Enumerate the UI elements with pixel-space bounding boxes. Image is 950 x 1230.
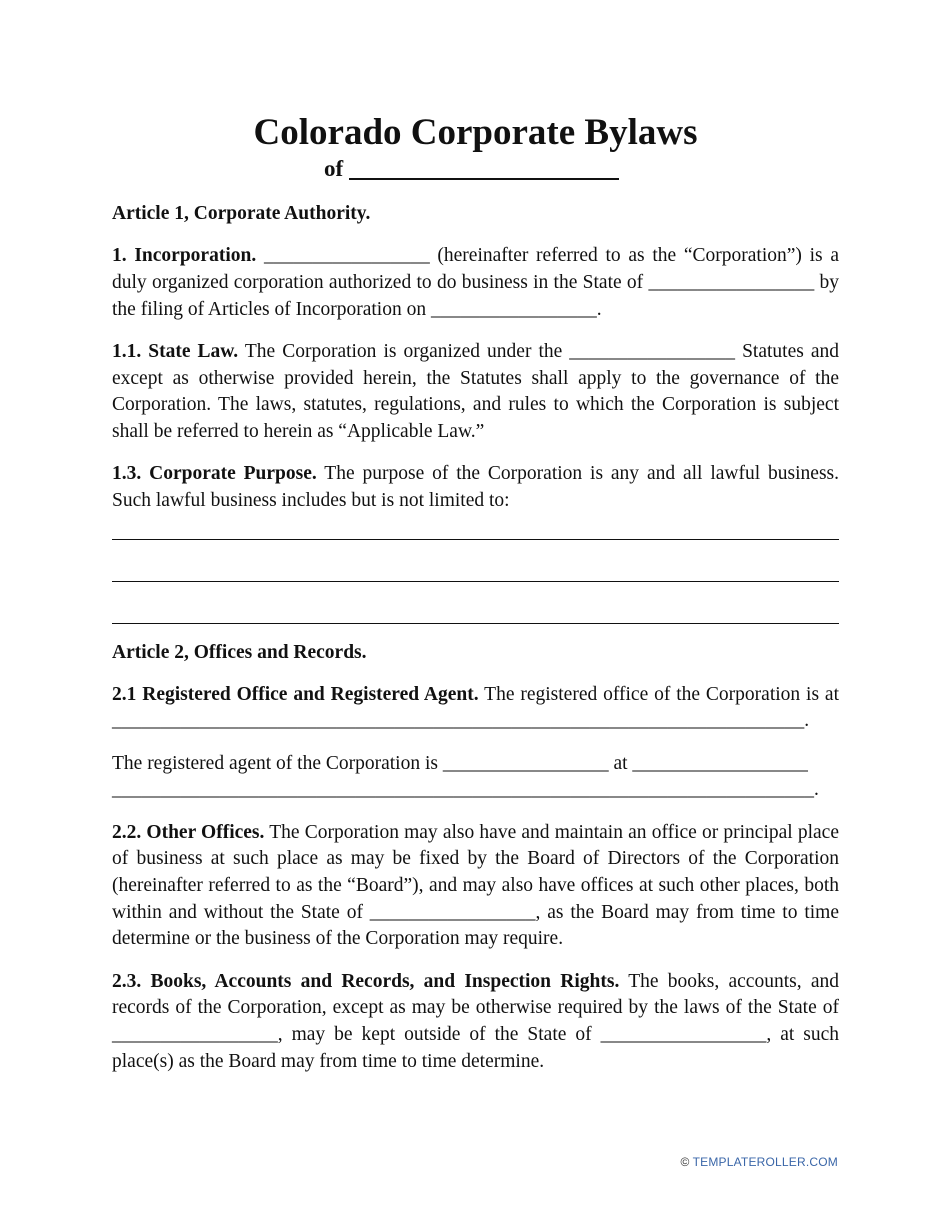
section-1-3-text: The purpose of the Corporation is any and all lawful business. Such lawful business includes but is not limited to: (112, 463, 839, 511)
document-body (112, 201, 839, 1091)
article-1-heading: Article 1, Corporate Authority. (112, 203, 371, 224)
section-1-incorporation (112, 243, 839, 323)
purpose-blank-lines (112, 515, 839, 640)
section-2-3-books-records (112, 969, 839, 1076)
purpose-blank-line (112, 539, 839, 540)
section-1-label: 1. Incorporation. (112, 245, 257, 267)
purpose-blank-line (112, 623, 839, 624)
article-2-heading: Article 2, Offices and Records. (112, 641, 367, 663)
section-2-1-text: The registered office of the Corporation is at _______________________________________________________________________. (112, 683, 839, 732)
section-1-3-label: 1.3. Corporate Purpose. (112, 463, 317, 485)
document-title: Colorado Corporate Bylaws (253, 112, 698, 153)
copyright-symbol: © (680, 1155, 690, 1169)
footer-credit[interactable] (681, 1155, 838, 1169)
section-2-2-other-offices (112, 820, 839, 954)
section-2-1-registered-office (112, 682, 839, 735)
document-subtitle (324, 154, 619, 184)
subtitle-prefix: of (324, 156, 344, 181)
section-1-1-text: The Corporation is organized under the _________________ Statutes and except as otherwise provided herein, the Statutes shall apply to the governance of the Corporation. The laws, statutes, regulations, and rules to which the Corporation is subject shall be referred to herein as “Applicable Law.” (112, 340, 840, 442)
purpose-blank-line (112, 581, 839, 582)
section-1-3-corporate-purpose (112, 461, 839, 514)
section-2-3-label: 2.3. Books, Accounts and Records, and Inspection Rights. (112, 970, 620, 992)
section-2-1-label: 2.1 Registered Office and Registered Agent. (112, 683, 479, 705)
section-2-3-text: The books, accounts, and records of the Corporation, except as may be otherwise required by the laws of the State of _________________, may be kept outside of the State of _________________, at such place(s) as the Board may from time to time determine. (112, 970, 839, 1072)
section-1-text: _________________ (hereinafter referred to as the “Corporation”) is a duly organized corporation authorized to do business in the State of _________________ by the filing of Articles of Incorporation on _________________. (112, 245, 839, 320)
section-1-1-state-law (112, 339, 839, 446)
section-2-2-label: 2.2. Other Offices. (112, 821, 265, 843)
section-1-1-label: 1.1. State Law. (112, 340, 239, 362)
registered-agent-paragraph: The registered agent of the Corporation is _________________ at __________________ ________________________________________________________________________. (112, 752, 819, 801)
corporation-name-blank (349, 156, 619, 180)
footer-site-link[interactable]: TEMPLATEROLLER.COM (692, 1155, 838, 1169)
section-2-2-text: The Corporation may also have and maintain an office or principal place of business at such place as may be fixed by the Board of Directors of the Corporation (hereinafter referred to as the “Board”), and may also have offices at such other places, both within and without the State of _________________, as the Board may from time to time determine or the business of the Corporation may require. (112, 821, 839, 950)
